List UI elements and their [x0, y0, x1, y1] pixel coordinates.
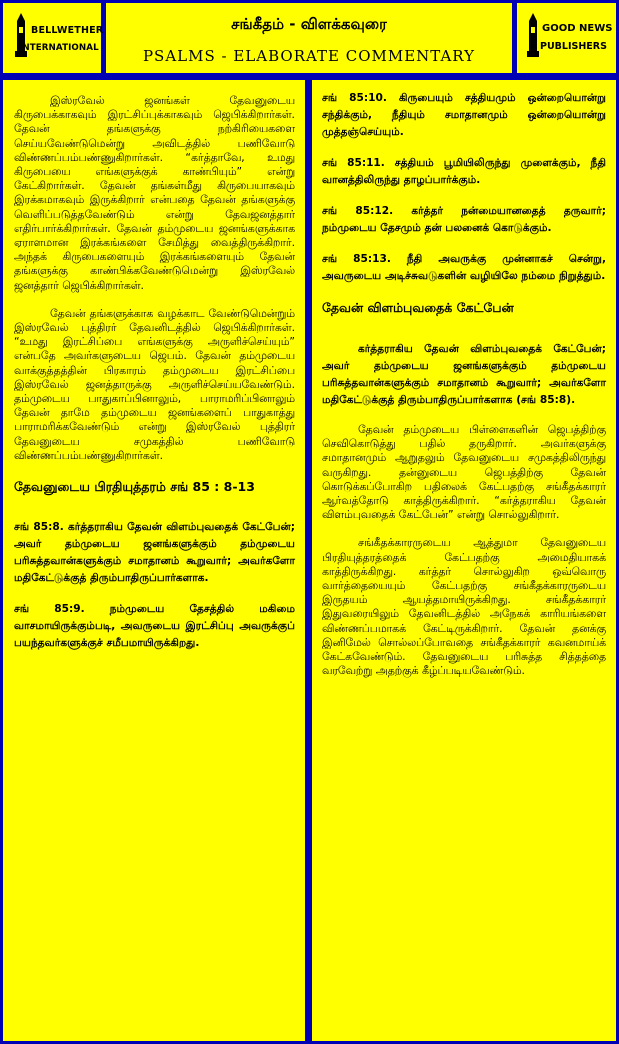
verse-85-10: சங் 85:10. கிருபையும் சத்தியமும் ஒன்றையொன்று சந்திக்கும், நீதியும் சமாதானமும் ஒன்றையொன்று முத்தஞ்செய்யும். — [322, 92, 606, 138]
verse-85-13: சங் 85:13. நீதி அவருக்கு முன்னாகச் சென்று, அவருடைய அடிச்சுவடுகளின் வழியிலே நம்மை நிறுத்தும். — [322, 253, 606, 282]
right-logo-line1: GOOD NEWS — [542, 23, 613, 34]
left-paragraph-1: இஸ்ரவேல் ஜனங்கள் தேவனுடைய கிருபைக்காகவும் இரட்சிப்புக்காகவும் ஜெபிக்கிறார்கள். தேவன் தங்களுக்கு நற்கிரியைகளை செய்யவேண்டுமென்று அவிடத்தில் பணிவோடு விண்ணப்பம்பண்ணுகிறார்கள். “கர்த்தாவே, உமது கிருபையை எங்களுக்குக் காண்பியும்” என்று கேட்கிறார்கள். தேவன் தங்கள்மீது கிருபையாகவும் இரக்கமாகவும் இருக்கிறார் என்பதை தேவன் தங்களுக்கு வெளிப்படுத்தவேண்டும் என்று தேவஜனத்தார் எதிர்பார்க்கிறார்கள். தேவன் தம்முடைய ஜனங்களுக்காக ஏராளமான இரக்கங்களை சேமித்து வைத்திருக்கிறார். அந்தக் கிருபைகளையும் இரக்கங்களையும் தேவன் தங்களுக்கு காண்பிக்கவேண்டுமென்று இஸ்ரவேல் ஜனத்தார் ஜெபிக்கிறார்கள். — [14, 94, 295, 292]
verse-quote: கர்த்தராகிய தேவன் விளம்புவதைக் கேட்பேன்; அவர் தம்முடைய ஜனங்களுக்கும் தம்முடைய பரிசுத்தவான்களுக்கும் சமாதானம் கூறுவார்; அவர்களோ மதிகேட்டுக்குத் திரும்பாதிருப்பார்களாக (சங் 85:8). — [322, 343, 606, 406]
verse-85-8: சங் 85:8. கர்த்தராகிய தேவன் விளம்புவதைக் கேட்பேன்; அவர் தம்முடைய ஜனங்களுக்கும் தம்முடைய பரிசுத்தவான்களுக்கும் சமாதானம் கூறுவார்; அவர்களோ மதிகேட்டுக்குத் திரும்பாதிருப்பார்களாக. — [14, 521, 295, 585]
right-logo-line2: PUBLISHERS — [540, 41, 607, 52]
verse-85-9: சங் 85:9. நம்முடைய தேசத்தில் மகிமை வாசமாயிருக்கும்படி, அவருடைய இரட்சிப்பு அவருக்குப் பயந்தவர்களுக்குச் சமீபமாயிருக்கிறது. — [14, 603, 295, 650]
left-logo-line1: BELLWETHER — [31, 25, 104, 36]
title-banner — [106, 3, 512, 73]
good-news-logo — [517, 3, 616, 73]
page-title-english: PSALMS - ELABORATE COMMENTARY — [142, 47, 476, 65]
left-logo-line2: INTERNATIONAL — [19, 43, 99, 53]
bell-tower-icon — [526, 13, 540, 57]
page-title-tamil: சங்கீதம் - விளக்கவுரை — [231, 15, 387, 33]
verse-85-11: சங் 85:11. சத்தியம் பூமியிலிருந்து முளைக்கும், நீதி வானத்திலிருந்து தாழப்பார்க்கும். — [322, 157, 606, 186]
section-heading: தேவன் விளம்புவதைக் கேட்பேன் — [322, 300, 514, 315]
bellwether-logo — [3, 3, 104, 73]
right-column — [312, 80, 616, 1041]
right-paragraph-1: தேவன் தம்முடைய பிள்ளைகளின் ஜெபத்திற்கு செவிகொடுத்து பதில் தருகிறார். அவர்களுக்கு சமாதானமும் ஆறுதலும் தேவனுடைய சமுகத்திலிருந்து வருகிறது. தன்னுடைய ஜெபத்திற்கு தேவன் கொடுக்கப்போகிற பதிலைக் கேட்பதற்கு சங்கீதக்காரர் ஆர்வத்தோடு காத்திருக்கிறார். “கர்த்தராகிய தேவன் விளம்புவதைக் கேட்பேன்” என்று சொல்லுகிறார். — [322, 423, 606, 522]
verse-85-12: சங் 85:12. கர்த்தர் நன்மையானதைத் தருவார்; நம்முடைய தேசமும் தன் பலனைக் கொடுக்கும். — [322, 205, 606, 234]
left-paragraph-2: தேவன் தங்களுக்காக வழக்காட வேண்டுமென்றும் இஸ்ரவேல் புத்திரர் தேவனிடத்தில் ஜெபிக்கிறார்கள். “உமது இரட்சிப்பை எங்களுக்கு அருளிச்செய்யும்” என்பதே அவர்களுடைய ஜெபம். தேவன் தம்முடைய வாக்குத்தத்தின் பிரகாரம் தம்முடைய இரட்சிப்பை இஸ்ரவேல் ஜனத்தாருக்கு அருளிச்செய்யவேண்டும். தம்முடைய பாதுகாப்பினாலும், பாராமரிப்பினாலும் தேவன் தாமே தம்முடைய ஜனங்களைப் பாதுகாத்து பாராமரிக்கவேண்டும் என்று இஸ்ரவேல் புத்திரர் தேவனுடைய சமுகத்தில் பணிவோடு விண்ணப்பம்பண்ணுகிறார்கள். — [14, 306, 295, 462]
section-heading: தேவனுடைய பிரதியுத்தரம் சங் 85 : 8-13 — [14, 479, 255, 495]
left-column — [3, 80, 305, 1041]
right-paragraph-2: சங்கீதக்காரருடைய ஆத்துமா தேவனுடைய பிரதியுத்தரத்தைக் கேட்பதற்கு அமைதியாகக் காத்திருக்கிறது. கர்த்தர் சொல்லுகிற ஒவ்வொரு வார்த்தையையும் கேட்பதற்கு சங்கீதக்காரருடைய இருதயம் ஆயத்தமாயிருக்கிறது. சங்கீதக்காரர் இதுவரையிலும் தேவனிடத்தில் அநேகக் காரியங்களை விண்ணப்பமாகக் கேட்டிருக்கிறார். தேவன் தனக்கு இனிமேல் சொல்லப்போவதை சங்கீதக்காரர் கவனமாய்க் கேட்கவேண்டும். தேவனுடைய பரிசுத்த சித்தத்தை வரவேற்று அதற்குக் கீழ்ப்படியவேண்டும். — [322, 536, 606, 678]
